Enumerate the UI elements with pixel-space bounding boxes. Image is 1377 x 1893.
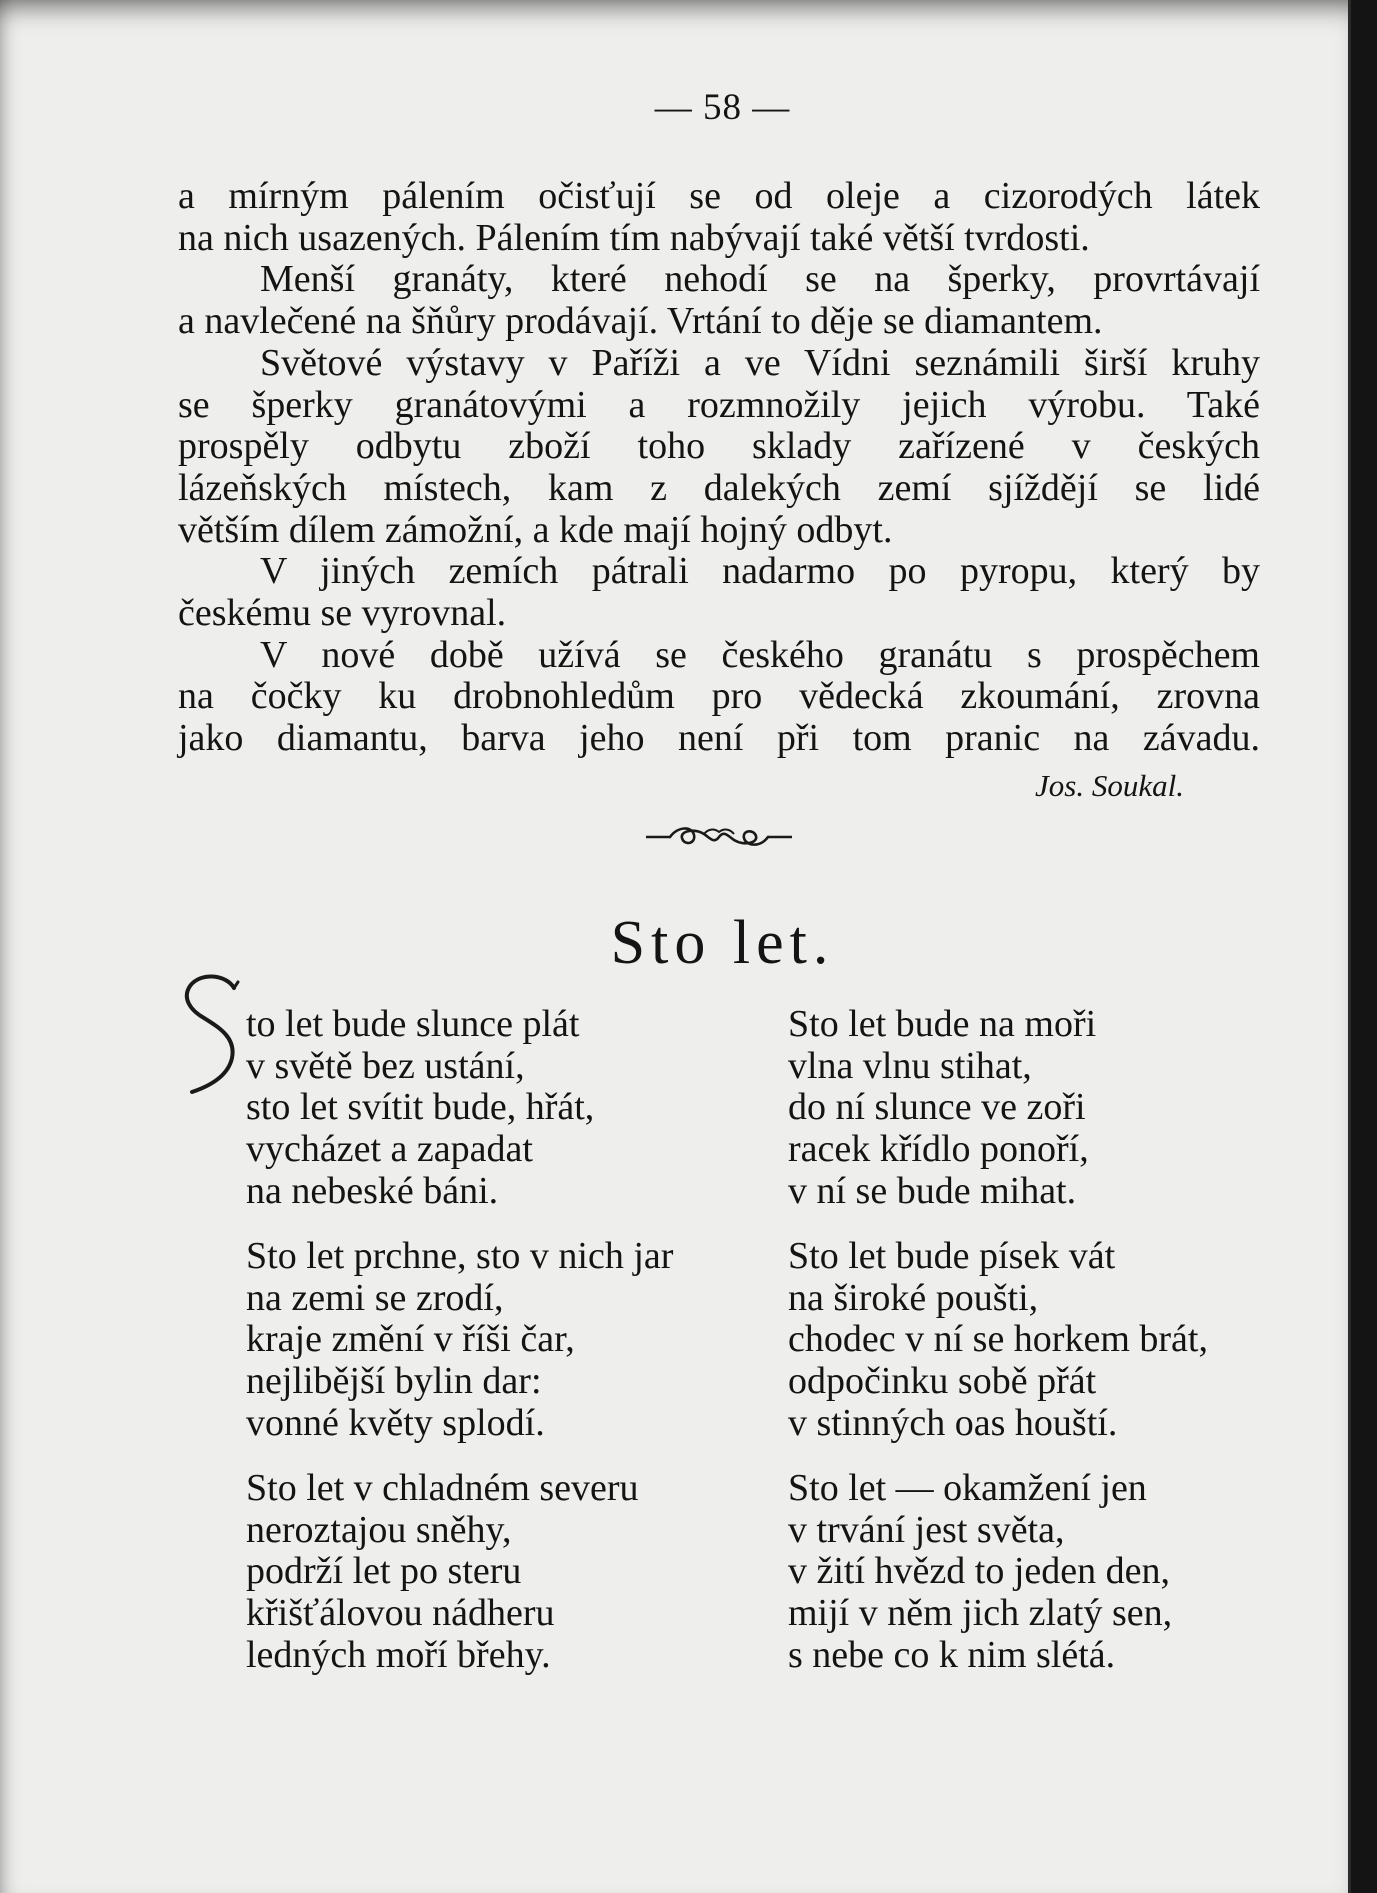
prose-line: se šperky granátovými a rozmnožily jejich výrobu. Také xyxy=(178,383,1260,426)
poem-title: Sto let. xyxy=(610,909,835,977)
poem-stanza xyxy=(788,1236,1208,1445)
verse-line: v trvání jest světa, xyxy=(788,1508,1065,1551)
verse-line: mijí v něm jich zlatý sen, xyxy=(788,1592,1173,1635)
verse-line: nejlibější bylin dar: xyxy=(246,1360,542,1403)
ornament-divider-icon xyxy=(644,820,794,854)
prose-line: na čočky ku drobnohledům pro vědecká zkoumání, zrovna xyxy=(178,675,1260,718)
verse-line: odpočinku sobě přát xyxy=(788,1360,1097,1403)
prose-line: a mírným pálením očisťují se od oleje a cizorodých látek xyxy=(178,175,1260,217)
verse-line: v ní se bude mihat. xyxy=(788,1169,1077,1212)
verse-line: na široké poušti, xyxy=(788,1276,1039,1319)
verse-line: na zemi se zrodí, xyxy=(246,1276,504,1319)
prose-line: větším dílem zámožní, a kde mají hojný odbyt. xyxy=(178,508,893,551)
verse-line: křišťálovou nádheru xyxy=(246,1592,555,1635)
verse-line: Sto let prchne, sto v nich jar xyxy=(246,1235,674,1277)
verse-line: chodec v ní se horkem brát, xyxy=(788,1318,1208,1361)
prose-line: V jiných zemích pátrali nadarmo po pyropu, který by xyxy=(260,550,1260,593)
verse-line: Sto let — okamžení jen xyxy=(788,1467,1147,1509)
prose-line: V nové době užívá se českého granátu s prospěchem xyxy=(260,633,1260,676)
poem-stanza xyxy=(788,1004,1096,1213)
prose-line: českému se vyrovnal. xyxy=(178,592,507,635)
prose-line: Menší granáty, které nehodí se na šperky, provrtávají xyxy=(260,258,1260,301)
verse-line: Sto let bude písek vát xyxy=(788,1235,1116,1277)
prose-line: jako diamantu, barva jeho není při tom pranic na závadu. xyxy=(178,717,1260,760)
prose-line: lázeňských místech, kam z dalekých zemí sjíždějí se lidé xyxy=(178,466,1260,509)
dropcap-letter xyxy=(178,968,244,1096)
prose-line: prospěly odbytu zboží toho sklady zařízené v českých xyxy=(178,425,1260,468)
verse-line: ledných moří břehy. xyxy=(246,1633,551,1676)
prose-line: Světové výstavy v Paříži a ve Vídni seznámili širší kruhy xyxy=(260,341,1260,384)
verse-line: s nebe co k nim slétá. xyxy=(788,1633,1116,1676)
verse-line: vycházet a zapadat xyxy=(246,1128,533,1171)
verse-line: sto let svítit bude, hřát, xyxy=(246,1086,595,1129)
verse-line: vonné květy splodí. xyxy=(246,1401,545,1444)
prose-block xyxy=(178,176,1260,760)
verse-line: Sto let bude na moři xyxy=(788,1003,1097,1045)
poem-stanza xyxy=(788,1468,1172,1677)
verse-line: vlna vlnu stihat, xyxy=(788,1044,1032,1087)
page-number: — 58 — xyxy=(654,87,791,128)
author-signature: Jos. Soukal. xyxy=(1035,768,1184,803)
verse-line: na nebeské báni. xyxy=(246,1169,499,1212)
verse-line: kraje změní v říši čar, xyxy=(246,1318,575,1361)
verse-line: v stinných oas houští. xyxy=(788,1401,1118,1444)
verse-line: podrží let po steru xyxy=(246,1550,522,1593)
verse-line: v žití hvězd to jeden den, xyxy=(788,1550,1170,1593)
prose-line: na nich usazených. Pálením tím nabývají také větší tvrdosti. xyxy=(178,216,1090,259)
verse-line: Sto let v chladném severu xyxy=(246,1467,639,1509)
verse-line: do ní slunce ve zoři xyxy=(788,1086,1086,1129)
verse-line: v světě bez ustání, xyxy=(246,1044,525,1087)
verse-line: to let bude slunce plát xyxy=(246,1003,580,1045)
verse-line: neroztajou sněhy, xyxy=(246,1508,512,1551)
verse-line: racek křídlo ponoří, xyxy=(788,1128,1089,1171)
poem-stanza xyxy=(246,1236,673,1445)
poem-stanza xyxy=(246,1468,639,1677)
poem-stanza xyxy=(246,1004,594,1213)
prose-line: a navlečené na šňůry prodávají. Vrtání to děje se diamantem. xyxy=(178,300,1103,343)
